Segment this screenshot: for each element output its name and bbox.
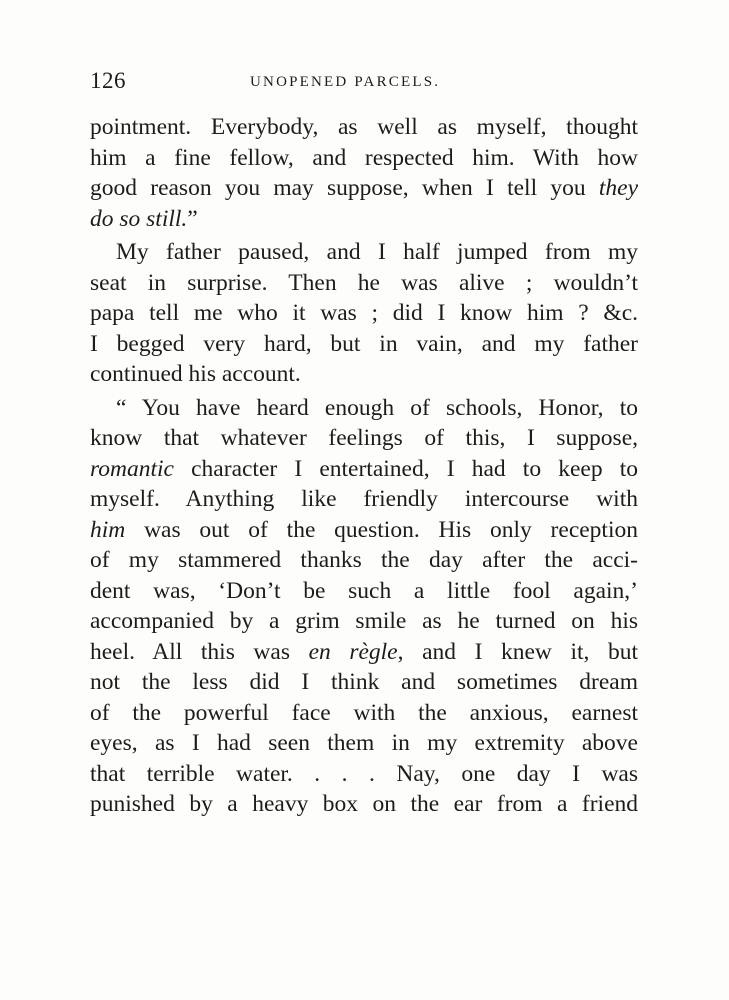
text-line: him was out of the question. His only reception	[90, 516, 638, 543]
text-line: accompanied by a grim smile as he turned on his	[90, 608, 638, 634]
text-line: I begged very hard, but in vain, and my father	[90, 330, 638, 357]
text-line: pointment. Everybody, as well as myself, thought	[90, 114, 638, 140]
text-line: do so still.”	[90, 205, 198, 232]
text-line: of my stammered thanks the day after the acci-	[90, 547, 638, 573]
text-line: know that whatever feelings of this, I suppose,	[90, 425, 638, 451]
text-line: heel. All this was en règle, and I knew it, but	[90, 638, 638, 665]
body-text	[90, 112, 638, 820]
text-line: romantic character I entertained, I had to keep to	[90, 455, 638, 482]
text-line: good reason you may suppose, when I tell you they	[90, 175, 638, 201]
text-line: that terrible water. . . . Nay, one day I was	[90, 760, 638, 787]
text-line: My father paused, and I half jumped from my	[116, 239, 638, 265]
running-title: UNOPENED PARCELS.	[250, 74, 441, 90]
text-line: seat in surprise. Then he was alive ; wouldn’t	[90, 269, 638, 296]
text-line: punished by a heavy box on the ear from a friend	[90, 791, 638, 817]
text-line: continued his account.	[90, 361, 301, 387]
text-line: not the less did I think and sometimes dream	[90, 669, 638, 695]
text-line: of the powerful face with the anxious, earnest	[90, 699, 638, 726]
text-line: dent was, ‘Don’t be such a little fool again,’	[90, 577, 638, 604]
page-number: 126	[90, 68, 126, 93]
text-line: “ You have heard enough of schools, Honor, to	[116, 394, 638, 421]
running-head	[90, 68, 638, 98]
text-line: him a fine fellow, and respected him. With how	[90, 144, 638, 171]
text-line: myself. Anything like friendly intercourse with	[90, 486, 638, 512]
text-line: eyes, as I had seen them in my extremity above	[90, 730, 638, 756]
text-line: papa tell me who it was ; did I know him ? &c.	[90, 300, 638, 326]
